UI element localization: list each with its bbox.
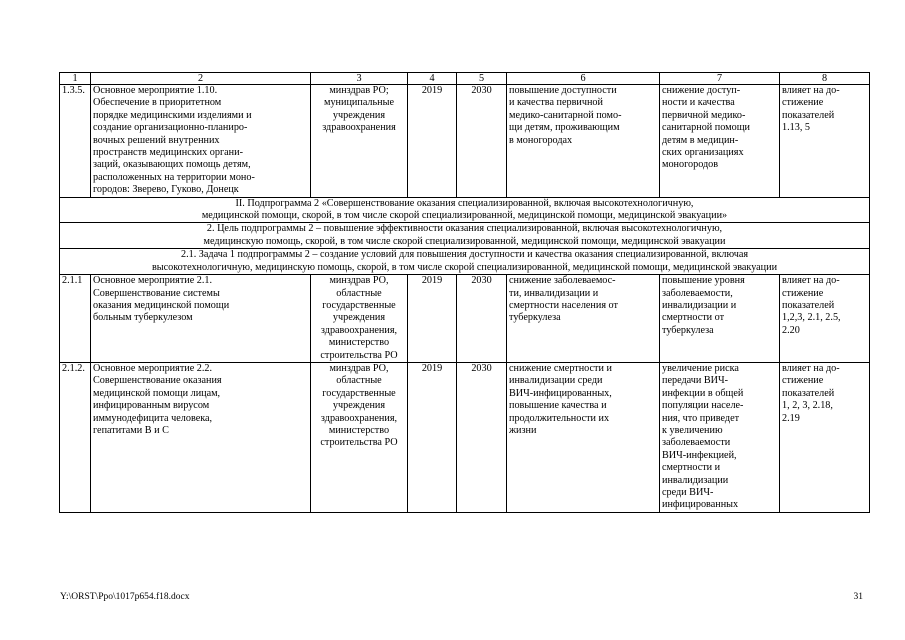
header-cell: 1 bbox=[60, 73, 91, 85]
end-year: 2030 bbox=[457, 275, 507, 363]
non-implementation-consequence: увеличение риска передачи ВИЧ- инфекции в общей популяции населе- ния, что приведет к увеличению заболеваемости ВИЧ-инфекцией, смертности и инвалидизации среди ВИЧ- инфицированных bbox=[660, 362, 780, 512]
non-implementation-consequence: снижение доступ- ности и качества первичной медико- санитарной помощи детям в медицин- ских организациях моногородов bbox=[660, 85, 780, 198]
expected-result: повышение доступности и качества первичной медико-санитарной помо- щи детям, проживающим в моногородах bbox=[507, 85, 660, 198]
file-path-footer: Y:\ORST\Ppo\1017p654.f18.docx bbox=[60, 592, 190, 602]
start-year: 2019 bbox=[408, 362, 457, 512]
header-cell: 2 bbox=[91, 73, 311, 85]
table-row bbox=[60, 85, 870, 198]
measures-table bbox=[59, 72, 870, 513]
indicator-link: влияет на до- стижение показателей 1,2,3, 2.1, 2.5, 2.20 bbox=[780, 275, 870, 363]
measure-name: Основное мероприятие 2.2. Совершенствование оказания медицинской помощи лицам, инфицированным вирусом иммунодефицита человека, гепатитами B и C bbox=[91, 362, 311, 512]
header-cell: 8 bbox=[780, 73, 870, 85]
task-heading: 2.1. Задача 1 подпрограммы 2 – создание условий для повышения доступности и качества оказания специализированной, включая высокотехнологичную, медицинскую помощь, скорой, в том числе скорой специализированной, медицинской помощи, медицинской эвакуации bbox=[60, 249, 870, 275]
expected-result: снижение заболеваемос- ти, инвалидизации и смертности населения от туберкулеза bbox=[507, 275, 660, 363]
header-cell: 5 bbox=[457, 73, 507, 85]
measure-name: Основное мероприятие 1.10. Обеспечение в приоритетном порядке медицинскими изделиями и создание организационно-планиро- вочных решений внутренних пространств медицинских органи- заций, оказывающих помощь детям, расположенных на территории моно- городов: Зверево, Гуково, Донецк bbox=[91, 85, 311, 198]
start-year: 2019 bbox=[408, 275, 457, 363]
end-year: 2030 bbox=[457, 85, 507, 198]
row-number: 2.1.2. bbox=[60, 362, 91, 512]
measure-name: Основное мероприятие 2.1. Совершенствование системы оказания медицинской помощи больным туберкулезом bbox=[91, 275, 311, 363]
start-year: 2019 bbox=[408, 85, 457, 198]
page-number: 31 bbox=[853, 592, 863, 602]
section-row bbox=[60, 197, 870, 223]
row-number: 2.1.1 bbox=[60, 275, 91, 363]
row-number: 1.3.5. bbox=[60, 85, 91, 198]
table-row bbox=[60, 362, 870, 512]
table-row bbox=[60, 275, 870, 363]
header-cell: 3 bbox=[311, 73, 408, 85]
header-cell: 6 bbox=[507, 73, 660, 85]
goal-heading: 2. Цель подпрограммы 2 – повышение эффективности оказания специализированной, включая высокотехнологичную, медицинскую помощь, скорой, в том числе скорой специализированной, медицинской помощи, медицинской эвакуации bbox=[60, 223, 870, 249]
non-implementation-consequence: повышение уровня заболеваемости, инвалидизации и смертности от туберкулеза bbox=[660, 275, 780, 363]
executor: минздрав РО, областные государственные учреждения здравоохранения, министерство строительства РО bbox=[311, 362, 408, 512]
header-cell: 7 bbox=[660, 73, 780, 85]
header-cell: 4 bbox=[408, 73, 457, 85]
indicator-link: влияет на до- стижение показателей 1.13, 5 bbox=[780, 85, 870, 198]
indicator-link: влияет на до- стижение показателей 1, 2, 3, 2.18, 2.19 bbox=[780, 362, 870, 512]
executor: минздрав РО; муниципальные учреждения здравоохранения bbox=[311, 85, 408, 198]
section-row bbox=[60, 249, 870, 275]
header-row bbox=[60, 73, 870, 85]
subprogram-heading: II. Подпрограмма 2 «Совершенствование оказания специализированной, включая высокотехнологичную, медицинской помощи, скорой, в том числе скорой специализированной, медицинской помощи, медицинской эвакуации» bbox=[60, 197, 870, 223]
expected-result: снижение смертности и инвалидизации среди ВИЧ-инфицированных, повышение качества и продолжительности их жизни bbox=[507, 362, 660, 512]
executor: минздрав РО, областные государственные учреждения здравоохранения, министерство строительства РО bbox=[311, 275, 408, 363]
end-year: 2030 bbox=[457, 362, 507, 512]
section-row bbox=[60, 223, 870, 249]
